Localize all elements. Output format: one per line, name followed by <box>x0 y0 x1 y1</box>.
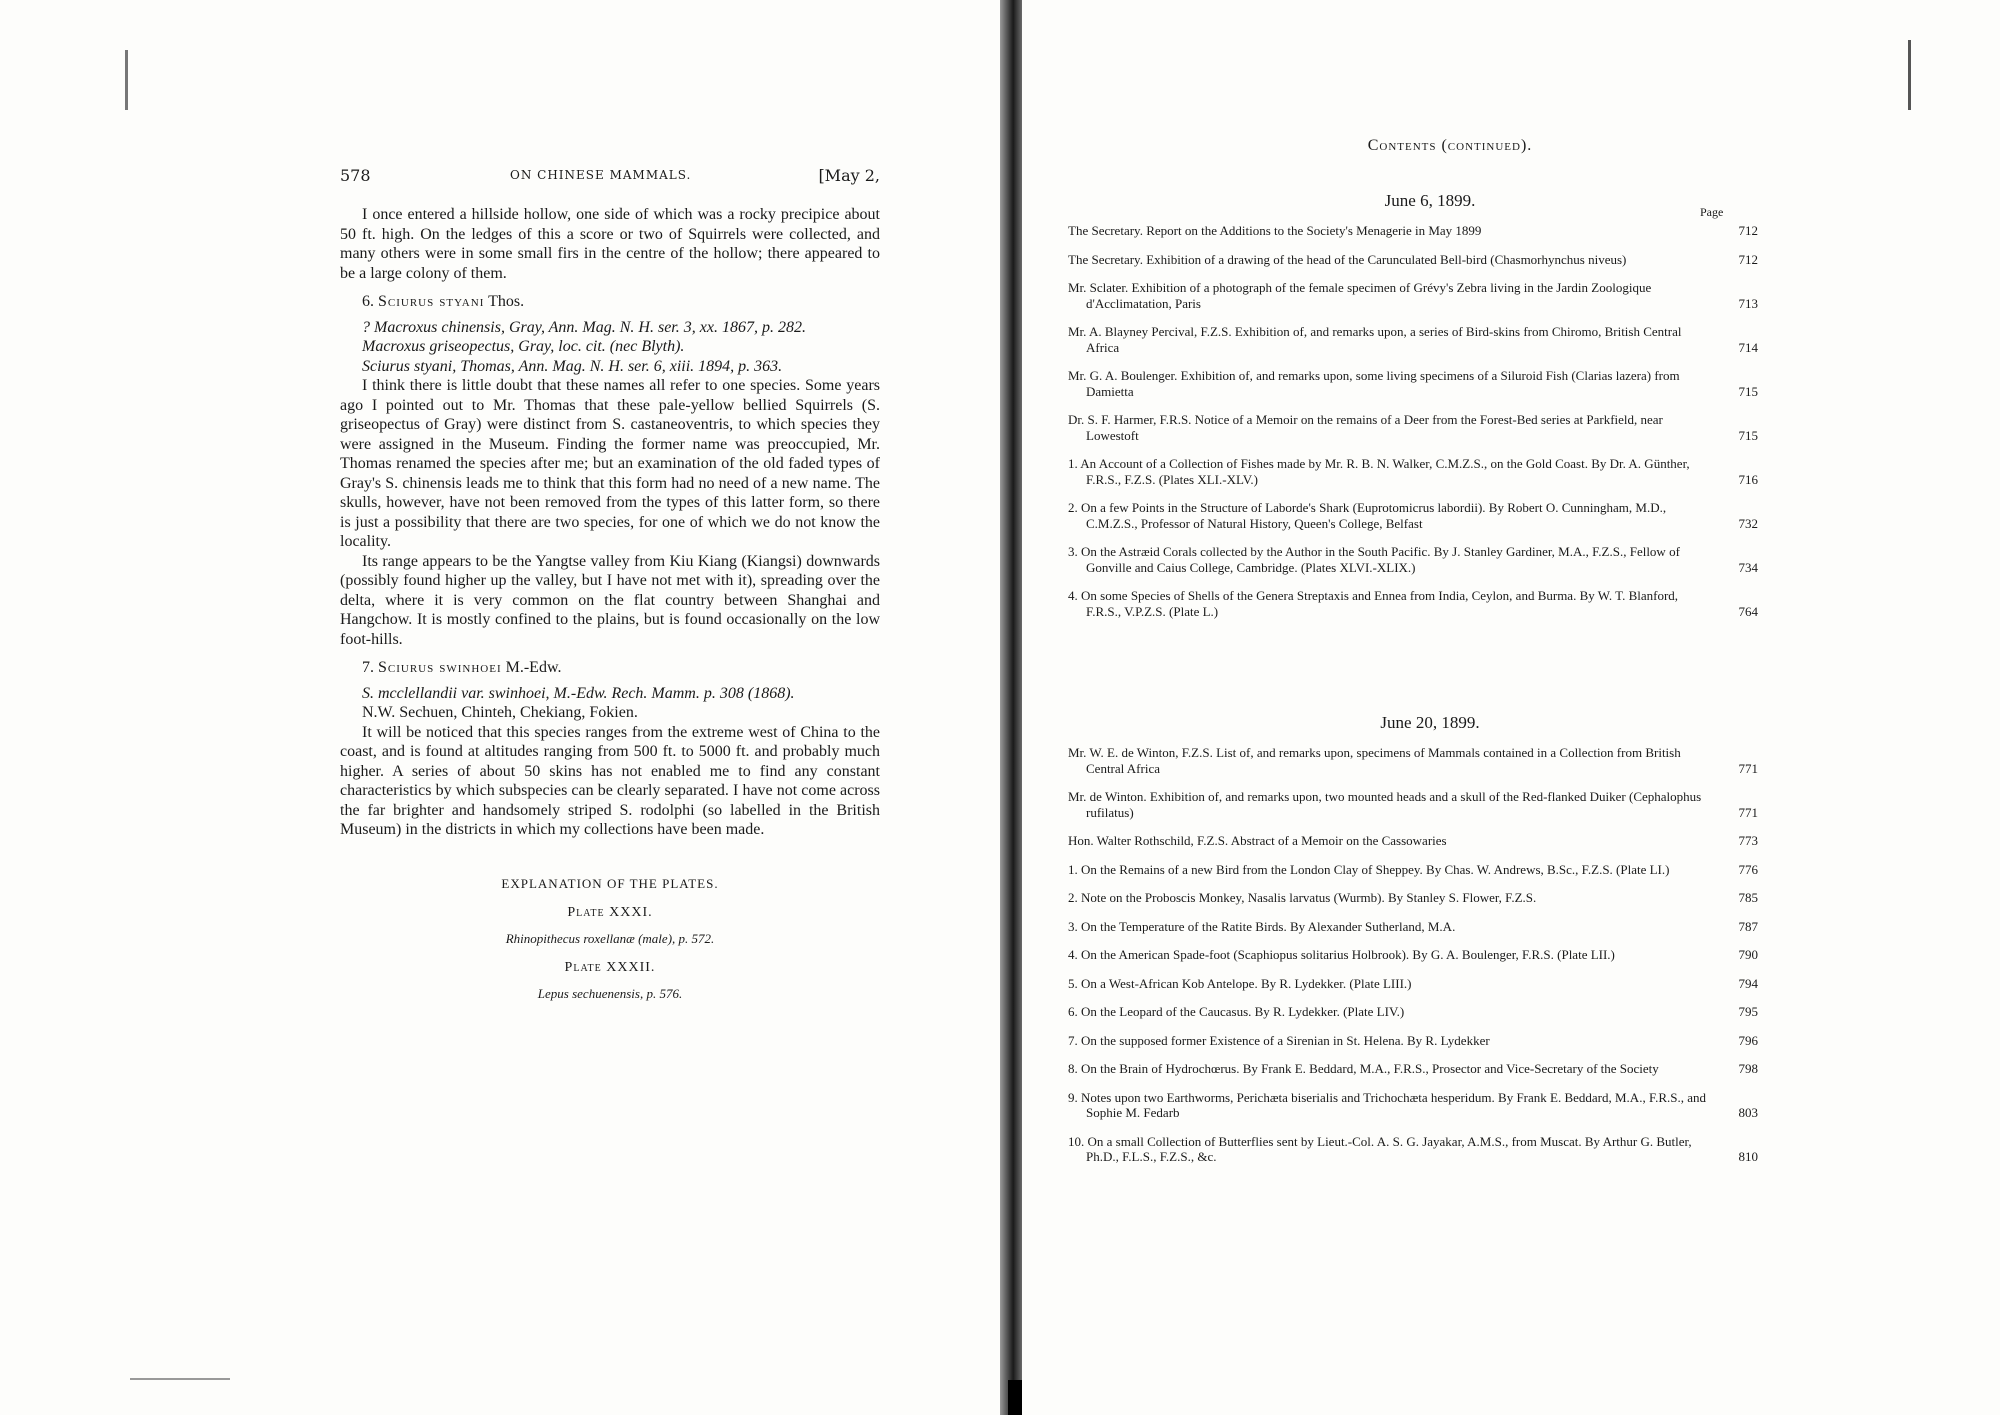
synonym: S. mcclellandii var. swinhoei, M.-Edw. Rech. Mamm. p. 308 (1868). <box>362 684 795 702</box>
contents-entry <box>1068 833 1758 849</box>
contents-entry <box>1068 223 1758 239</box>
synonym: Sciurus styani, Thomas, Ann. Mag. N. H. ser. 6, xiii. 1894, p. 363. <box>362 357 783 375</box>
contents-entry <box>1068 919 1758 935</box>
entry-page-number: 714 <box>1738 339 1758 355</box>
heading-number: 7. <box>362 659 374 676</box>
scan-edge-mark <box>125 50 128 110</box>
localities: N.W. Sechuen, Chinteh, Chekiang, Fokien. <box>362 704 638 721</box>
contents-entry <box>1068 252 1758 268</box>
entry-text: Dr. S. F. Harmer, F.R.S. Notice of a Memoir on the remains of a Deer from the Forest-Bed series at Parkfield, near Lowestoft <box>1068 412 1663 443</box>
contents-entry <box>1068 588 1758 619</box>
contents-entry <box>1068 500 1758 531</box>
plate-description: Rhinopithecus roxellanæ (male), p. 572. <box>505 930 715 946</box>
contents-list-june-6 <box>1068 223 1758 632</box>
entry-text: 9. Notes upon two Earthworms, Perichæta biserialis and Trichochæta hesperidum. By Frank E. Beddard, M.A., F.R.S., and Sophie M. Fedarb <box>1068 1089 1707 1120</box>
entry-page-number: 716 <box>1738 471 1758 487</box>
entry-page-number: 796 <box>1738 1032 1758 1048</box>
entry-page-number: 712 <box>1738 223 1758 238</box>
entry-text: 1. On the Remains of a new Bird from the London Clay of Sheppey. By Chas. W. Andrews, B.Sc., F.Z.S. (Plate LI.) <box>1068 861 1670 877</box>
synonym: Macroxus griseopectus, Gray, loc. cit. (nec Blyth). <box>362 338 685 355</box>
entry-page-number: 790 <box>1738 947 1758 962</box>
contents-entry <box>1068 862 1758 878</box>
entry-text: 3. On the Temperature of the Ratite Birds. By Alexander Sutherland, M.A. <box>1068 918 1456 934</box>
left-body <box>340 205 880 1003</box>
entry-page-number: 795 <box>1738 1004 1758 1019</box>
entry-text: 4. On some Species of Shells of the Genera Streptaxis and Ennea from India, Ceylon, and Burma. By W. T. Blanford, F.R.S., V.P.Z.S. (Plate L.) <box>1068 588 1679 619</box>
section-date: June 20, 1899. <box>1380 713 1480 732</box>
entry-page-number: 771 <box>1738 804 1758 820</box>
species-heading <box>340 292 880 312</box>
contents-entry <box>1068 456 1758 487</box>
scan-edge-mark <box>1908 40 1911 110</box>
entry-page-number: 771 <box>1738 760 1758 776</box>
body-paragraph: It will be noticed that this species ranges from the extreme west of China to the coast, and is found at altitudes ranging from 500 ft. to 5000 ft. and probably much higher. A series of about 50 skins has not enabled me to find any constant characteristics by which subspecies can be clearly separated. I have not come across the far brighter and handsomely striped S. rodolphi (so labelled in the British Museum) in the districts in which my collections have been made. <box>340 723 880 838</box>
entry-text: The Secretary. Report on the Additions to the Society's Menagerie in May 1899 <box>1068 223 1482 238</box>
entry-text: 1. An Account of a Collection of Fishes made by Mr. R. B. N. Walker, C.M.Z.S., on the Gold Coast. By Dr. A. Günther, F.R.S., F.Z.S. (Plates XLI.-XLV.) <box>1068 456 1690 487</box>
contents-entry <box>1068 280 1758 311</box>
entry-page-number: 715 <box>1738 383 1758 399</box>
entry-page-number: 712 <box>1738 251 1758 267</box>
contents-entry <box>1068 1033 1758 1049</box>
contents-entry <box>1068 789 1758 820</box>
contents-entry <box>1068 1004 1758 1020</box>
running-date: [May 2, <box>818 166 880 185</box>
synonym: ? Macroxus chinensis, Gray, Ann. Mag. N. H. ser. 3, xx. 1867, p. 282. <box>362 318 806 336</box>
entry-page-number: 803 <box>1738 1105 1758 1120</box>
page-column-label: Page <box>1700 205 1724 219</box>
plate-description: Lepus sechuenensis, p. 576. <box>537 985 683 1001</box>
entry-text: 6. On the Leopard of the Caucasus. By R. Lydekker. (Plate LIV.) <box>1068 1004 1405 1019</box>
entry-text: 4. On the American Spade-foot (Scaphiopus solitarius Holbrook). By G. A. Boulenger, F.R.S. (Plate LII.) <box>1068 947 1615 962</box>
contents-entry <box>1068 745 1758 776</box>
entry-text: 3. On the Astræid Corals collected by the Author in the South Pacific. By J. Stanley Gardiner, M.A., F.Z.S., Fellow of Gonville and Caius College, Cambridge. (Plates XLVI.-XLIX.) <box>1068 544 1680 575</box>
page-number: 578 <box>340 166 371 185</box>
body-paragraph: I think there is little doubt that these names all refer to one species. Some years ago I pointed out to Mr. Thomas that these pale-yellow bellied Squirrels (S. griseopectus of Gray) were distinct from S. castaneoventris, to which species they were assigned in the Museum. Finding the former name was preoccupied, Mr. Thomas renamed the species after me; but an examination of the old faded types of Gray's S. chinensis leads me to think that this form had no need of a new name. The skulls, however, have not been removed from the types of this latter form, so there is just a possibility that there are two species, for one of which we do not know the locality. <box>340 377 880 550</box>
entry-text: Mr. de Winton. Exhibition of, and remarks upon, two mounted heads and a skull of the Red-flanked Duiker (Cephalophus rufilatus) <box>1068 789 1702 820</box>
entry-page-number: 734 <box>1738 559 1758 575</box>
entry-page-number: 715 <box>1738 427 1758 443</box>
entry-text: The Secretary. Exhibition of a drawing of the head of the Carunculated Bell-bird (Chasmorhynchus niveus) <box>1068 251 1627 267</box>
heading-name: Sciurus styani <box>378 293 485 310</box>
entry-text: 8. On the Brain of Hydrochœrus. By Frank E. Beddard, M.A., F.R.S., Prosector and Vice-Secretary of the Society <box>1068 1061 1659 1076</box>
entry-page-number: 773 <box>1738 833 1758 848</box>
entry-text: 7. On the supposed former Existence of a Sirenian in St. Helena. By R. Lydekker <box>1068 1032 1490 1048</box>
contents-entry <box>1068 1134 1758 1165</box>
contents-entry <box>1068 544 1758 575</box>
entry-text: 2. On a few Points in the Structure of Laborde's Shark (Euprotomicrus labordii). By Robert O. Cunningham, M.D., C.M.Z.S., Professor of Natural History, Queen's College, Belfast <box>1068 500 1667 531</box>
right-page <box>1022 0 2000 1415</box>
entry-page-number: 713 <box>1738 295 1758 311</box>
running-title: ON CHINESE MAMMALS. <box>510 168 692 182</box>
contents-entry <box>1068 324 1758 355</box>
entry-text: 10. On a small Collection of Butterflies sent by Lieut.-Col. A. S. G. Jayakar, A.M.S., from Muscat. By Arthur G. Butler, Ph.D., F.L.S., F.Z.S., &c. <box>1068 1133 1692 1164</box>
plate-title: Plate XXXII. <box>564 960 656 975</box>
heading-authority: M.-Edw. <box>505 659 562 676</box>
plate-title: Plate XXXI. <box>567 905 653 920</box>
contents-entry <box>1068 1090 1758 1121</box>
entry-page-number: 810 <box>1738 1149 1758 1164</box>
entry-page-number: 785 <box>1738 890 1758 905</box>
running-head <box>340 166 880 188</box>
entry-text: Mr. Sclater. Exhibition of a photograph of the female specimen of Grévy's Zebra living in the Jardin Zoologique d'Acclimatation, Paris <box>1068 280 1652 311</box>
entry-text: 2. Note on the Proboscis Monkey, Nasalis larvatus (Wurmb). By Stanley S. Flower, F.Z.S. <box>1068 890 1537 905</box>
section-date: June 6, 1899. <box>1384 191 1476 210</box>
entry-page-number: 787 <box>1738 918 1758 934</box>
scan-edge-mark <box>130 1378 230 1380</box>
entry-text: Mr. G. A. Boulenger. Exhibition of, and remarks upon, some living specimens of a Siluroid Fish (Clarias lazera) from Damietta <box>1068 368 1680 399</box>
entry-page-number: 776 <box>1738 861 1758 877</box>
book-gutter <box>1000 0 1022 1415</box>
entry-page-number: 794 <box>1738 975 1758 991</box>
intro-paragraph: I once entered a hillside hollow, one side of which was a rocky precipice about 50 ft. high. On the ledges of this a score or two of Squirrels were collected, and many others were in some small firs in the centre of the hollow; there appeared to be a large colony of them. <box>340 206 880 282</box>
contents-title: Contents (continued). <box>1367 137 1533 154</box>
heading-authority: Thos. <box>488 293 525 310</box>
entry-text: Mr. A. Blayney Percival, F.Z.S. Exhibition of, and remarks upon, a series of Bird-skins from Chiromo, British Central Africa <box>1068 324 1682 355</box>
plates-heading: EXPLANATION OF THE PLATES. <box>501 875 719 891</box>
contents-entry <box>1068 890 1758 906</box>
body-paragraph: Its range appears to be the Yangtse valley from Kiu Kiang (Kiangsi) downwards (possibly found higher up the valley, but I have not met with it), spreading over the delta, where it is very common on the flat country between Shanghai and Hangchow. It is mostly confined to the plains, but is found occasionally on the low foot-hills. <box>340 552 880 648</box>
heading-name: Sciurus swinhoei <box>378 659 502 676</box>
heading-number: 6. <box>362 293 374 310</box>
species-heading <box>340 658 880 678</box>
contents-entry <box>1068 976 1758 992</box>
contents-entry <box>1068 1061 1758 1077</box>
entry-text: Mr. W. E. de Winton, F.Z.S. List of, and remarks upon, specimens of Mammals contained in a Collection from British Central Africa <box>1068 745 1681 776</box>
entry-text: 5. On a West-African Kob Antelope. By R. Lydekker. (Plate LIII.) <box>1068 975 1412 991</box>
contents-entry <box>1068 368 1758 399</box>
entry-page-number: 764 <box>1738 603 1758 619</box>
entry-page-number: 798 <box>1738 1061 1758 1076</box>
contents-list-june-20 <box>1068 745 1758 1178</box>
entry-text: Hon. Walter Rothschild, F.Z.S. Abstract of a Memoir on the Cassowaries <box>1068 833 1447 848</box>
contents-entry <box>1068 412 1758 443</box>
contents-entry <box>1068 947 1758 963</box>
entry-page-number: 732 <box>1738 515 1758 531</box>
